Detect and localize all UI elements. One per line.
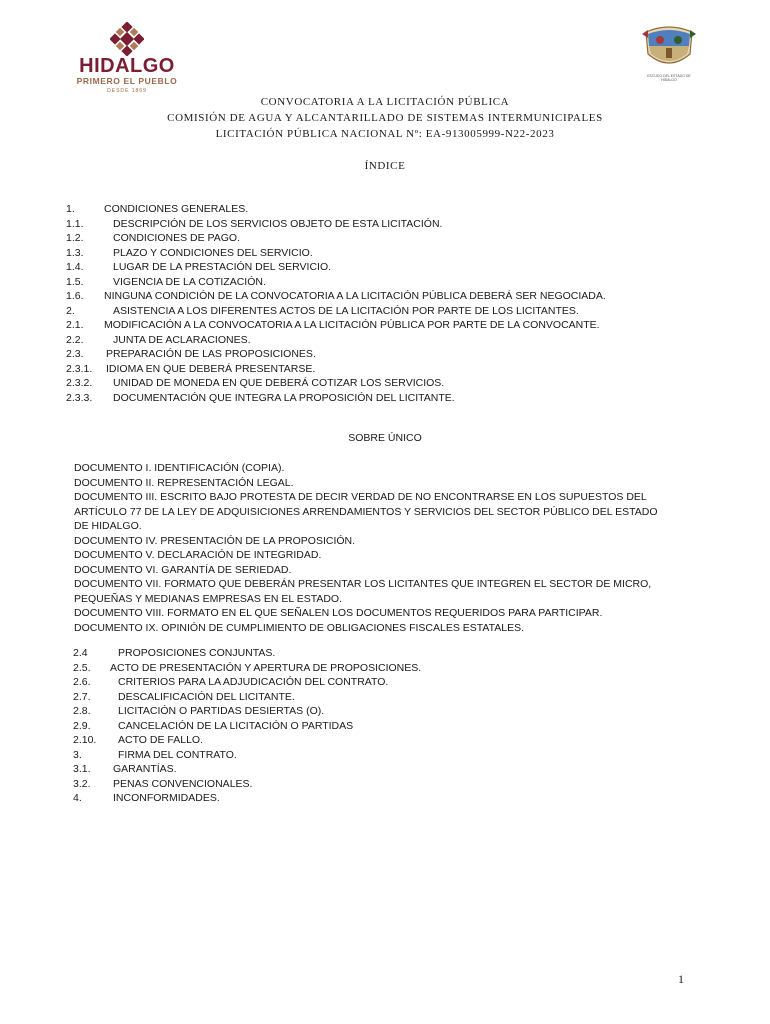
index-item: IDIOMA EN QUE DEBERÁ PRESENTARSE. (106, 362, 316, 375)
index-item: INCONFORMIDADES. (113, 792, 220, 804)
index-num: 2.10. (73, 734, 97, 746)
index-num: 1.3. (66, 246, 84, 259)
index-item: JUNTA DE ACLARACIONES. (113, 333, 251, 346)
index-item: CONDICIONES DE PAGO. (113, 232, 240, 244)
index-num: 2.3.2. (66, 377, 93, 389)
index-item: CONDICIONES GENERALES. (104, 203, 249, 215)
index-item: PENAS CONVENCIONALES. (113, 777, 253, 790)
state-seal (640, 24, 698, 86)
index-item: NINGUNA CONDICIÓN DE LA CONVOCATORIA A LA LICITACIÓN PÚBLICA DEBERÁ SER NEGOCIADA. (104, 290, 606, 302)
index-num: 3. (73, 748, 82, 761)
index-item: DOCUMENTACIÓN QUE INTEGRA LA PROPOSICIÓN DEL LICITANTE. (113, 391, 455, 404)
index-item: GARANTÍAS. (113, 763, 177, 775)
document-item: DOCUMENTO VII. FORMATO QUE DEBERÁN PRESENTAR LOS LICITANTES QUE INTEGREN EL SECTOR DE MICRO, PEQUEÑAS Y MEDIANAS EMPRESAS EN EL ESTADO. (74, 578, 652, 605)
index-num: 1.2. (66, 232, 84, 244)
index-num: 2.2. (66, 333, 84, 346)
index-num: 1.1. (66, 217, 84, 230)
index-item: ASISTENCIA A LOS DIFERENTES ACTOS DE LA LICITACIÓN POR PARTE DE LOS LICITANTES. (113, 304, 579, 317)
index-item: ACTO DE PRESENTACIÓN Y APERTURA DE PROPOSICIONES. (110, 661, 422, 674)
document-item: DOCUMENTO VI. GARANTÍA DE SERIEDAD. (74, 563, 292, 576)
index-num: 2.9. (73, 719, 91, 732)
index-num: 1. (66, 203, 75, 215)
index-item: CANCELACIÓN DE LA LICITACIÓN O PARTIDAS (118, 719, 354, 732)
document-item: DOCUMENTO V. DECLARACIÓN DE INTEGRIDAD. (74, 549, 322, 561)
documents-list (74, 461, 664, 635)
index-num: 3.2. (73, 777, 91, 790)
index-num: 4. (73, 792, 82, 804)
index-item: CRITERIOS PARA LA ADJUDICACIÓN DEL CONTRATO. (118, 676, 389, 688)
index-num: 3.1. (73, 763, 91, 775)
index-item: FIRMA DEL CONTRATO. (118, 748, 237, 761)
coat-of-arms-icon (640, 24, 698, 74)
index-item: PROPOSICIONES CONJUNTAS. (118, 647, 276, 659)
index-item: VIGENCIA DE LA COTIZACIÓN. (113, 275, 266, 288)
document-item: DOCUMENTO IV. PRESENTACIÓN DE LA PROPOSICIÓN. (74, 534, 356, 547)
header-line-3: LICITACIÓN PÚBLICA NACIONAL Nº: EA-913005999-N22-2023 (215, 128, 555, 140)
document-item: DOCUMENTO I. IDENTIFICACIÓN (COPIA). (74, 462, 285, 474)
document-item: DOCUMENTO II. REPRESENTACIÓN LEGAL. (74, 476, 294, 489)
logo-tagline: PRIMERO EL PUEBLO (76, 76, 178, 86)
index-num: 2.8. (73, 705, 91, 717)
document-item: DOCUMENTO III. ESCRITO BAJO PROTESTA DE DECIR VERDAD DE NO ENCONTRARSE EN LOS SUPUESTOS DEL ARTÍCULO 77 DE LA LEY DE ADQUISICIONES ARRENDAMIENTOS Y SERVICIOS DEL SECTOR PÚBLICO DEL ESTADO DE HIDALGO. (74, 491, 658, 532)
index-item: UNIDAD DE MONEDA EN QUE DEBERÁ COTIZAR LOS SERVICIOS. (113, 377, 445, 389)
document-item: DOCUMENTO VIII. FORMATO EN EL QUE SEÑALEN LOS DOCUMENTOS REQUERIDOS PARA PARTICIPAR. (74, 607, 603, 619)
index-num: 2. (66, 304, 75, 317)
document-item: DOCUMENTO IX. OPINIÓN DE CUMPLIMIENTO DE OBLIGACIONES FISCALES ESTATALES. (74, 621, 525, 634)
index-num: 2.4 (73, 647, 88, 659)
index-num: 2.5. (73, 661, 91, 674)
index-item: MODIFICACIÓN A LA CONVOCATORIA A LA LICITACIÓN PÚBLICA POR PARTE DE LA CONVOCANTE. (104, 319, 600, 331)
knot-icon (110, 22, 144, 56)
index-num: 1.4. (66, 261, 84, 273)
header-line-2: COMISIÓN DE AGUA Y ALCANTARILLADO DE SISTEMAS INTERMUNICIPALES (167, 112, 603, 124)
index-num: 1.5. (66, 275, 84, 288)
index-item: DESCRIPCIÓN DE LOS SERVICIOS OBJETO DE ESTA LICITACIÓN. (113, 217, 443, 230)
document-header (0, 94, 770, 142)
index-num: 2.3.1. (66, 362, 93, 375)
index-num: 1.6. (66, 290, 84, 302)
index-item: PLAZO Y CONDICIONES DEL SERVICIO. (113, 246, 313, 259)
sobre-unico-title: SOBRE ÚNICO (348, 432, 422, 444)
logo-since: DESDE 1869 (107, 88, 147, 94)
index-num: 2.6. (73, 676, 91, 688)
header-line-1: CONVOCATORIA A LA LICITACIÓN PÚBLICA (260, 96, 510, 108)
index-item: ACTO DE FALLO. (118, 734, 203, 746)
index-num: 2.3. (66, 348, 84, 360)
index-num: 2.1. (66, 319, 84, 331)
index-item: LICITACIÓN O PARTIDAS DESIERTAS (O). (118, 705, 325, 717)
index-item: PREPARACIÓN DE LAS PROPOSICIONES. (106, 348, 316, 360)
hidalgo-logo (72, 22, 182, 94)
index-item: LUGAR DE LA PRESTACIÓN DEL SERVICIO. (113, 261, 332, 273)
index-num: 2.3.3. (66, 391, 93, 404)
index-item: DESCALIFICACIÓN DEL LICITANTE. (118, 690, 295, 703)
page-number: 1 (678, 972, 684, 986)
index-title: ÍNDICE (364, 160, 406, 172)
index-num: 2.7. (73, 690, 91, 703)
seal-caption: ESCUDO DEL ESTADO DE HIDALGO (647, 74, 691, 82)
logo-brand-text: HIDALGO (79, 55, 175, 77)
